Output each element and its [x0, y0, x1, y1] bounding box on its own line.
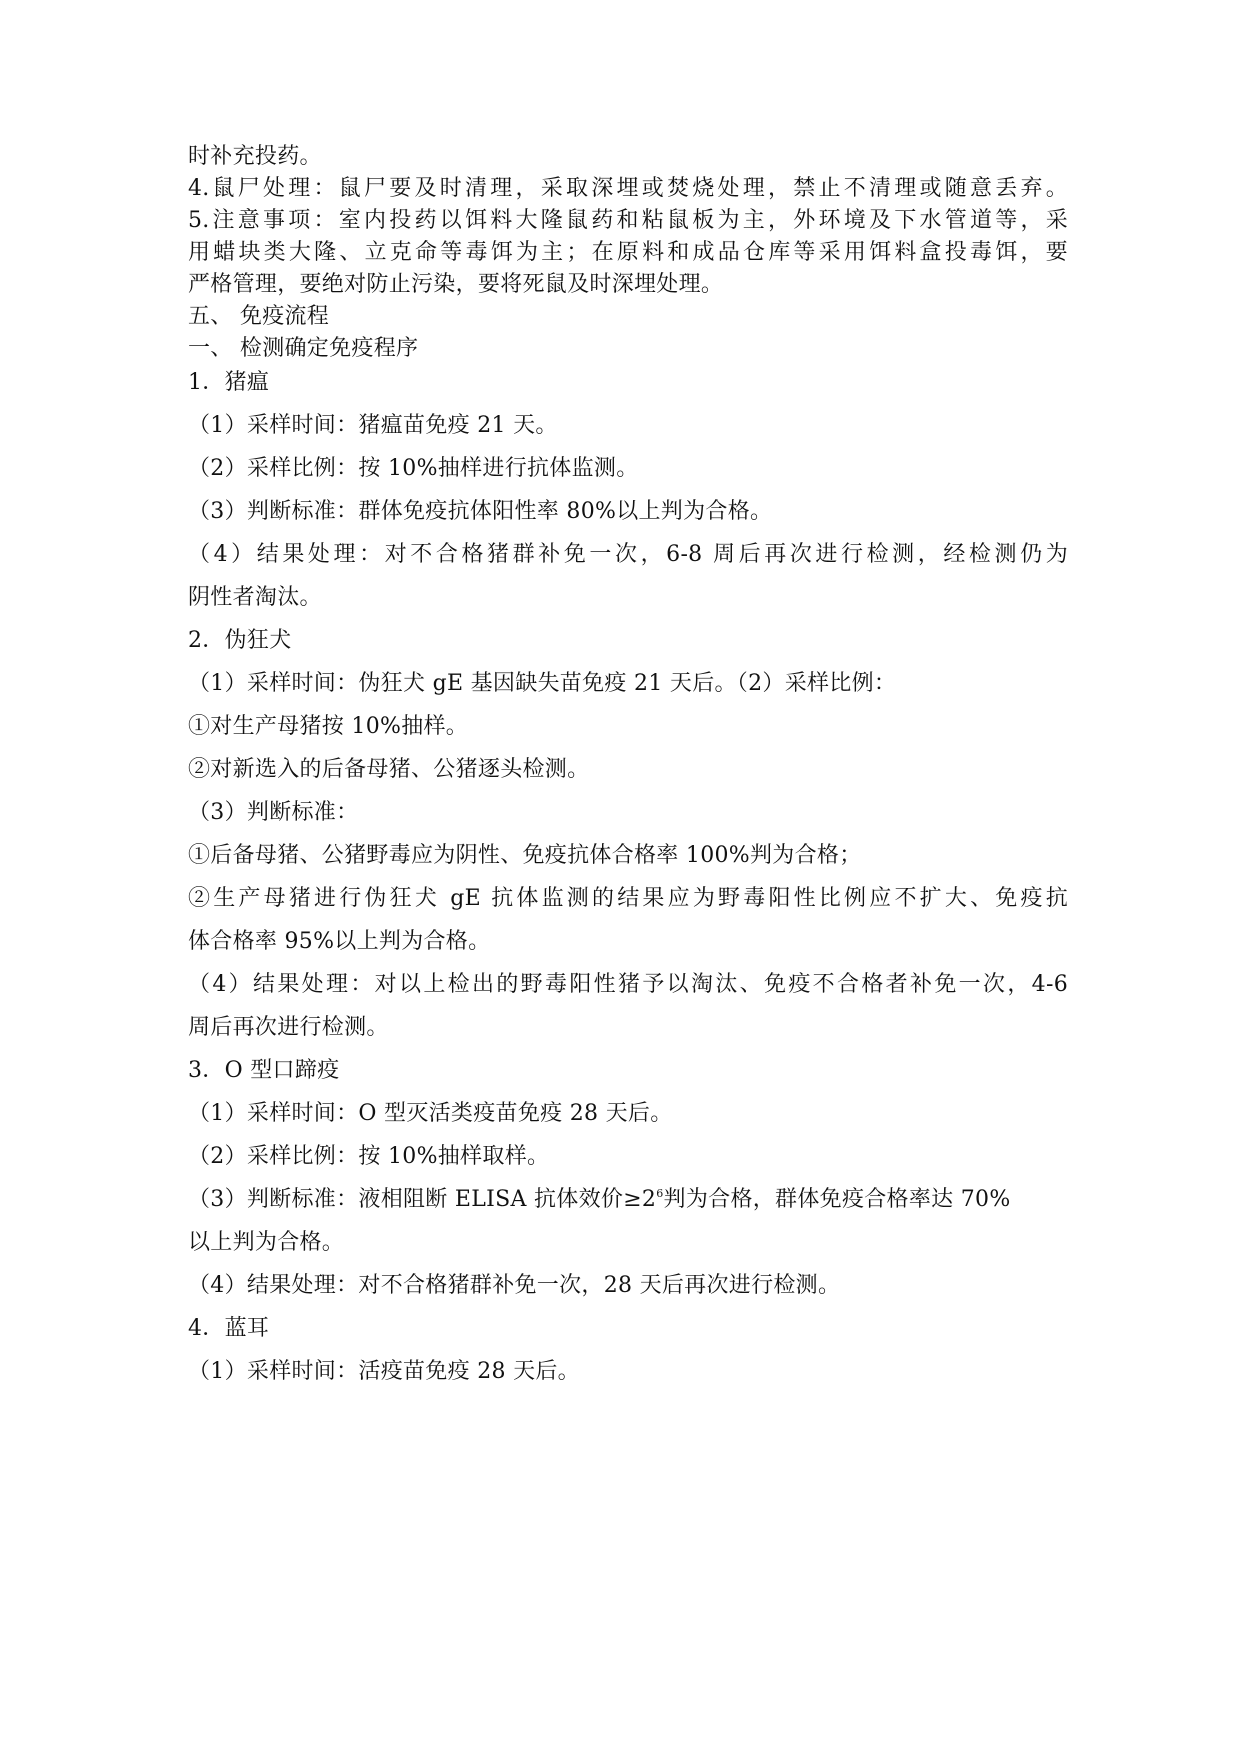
- section-heading: 五、 免疫流程: [188, 304, 330, 329]
- paragraph-line: 周后再次进行检测。: [188, 1015, 389, 1040]
- paragraph-line: （2）采样比例：按 10%抽样进行抗体监测。: [188, 456, 639, 481]
- paragraph-line: （3）判断标准：: [188, 800, 359, 825]
- paragraph-line: 以上判为合格。: [188, 1230, 345, 1255]
- criteria-text-start: （3）判断标准：液相阻断 ELISA 抗体效价≥2: [188, 1187, 657, 1212]
- paragraph-line: （4）结果处理：对以上检出的野毒阳性猪予以淘汰、免疫不合格者补免一次，4-6: [188, 972, 1068, 997]
- paragraph-line: （4）结果处理：对不合格猪群补免一次，6-8 周后再次进行检测，经检测仍为: [188, 542, 1068, 567]
- paragraph-line: ②对新选入的后备母猪、公猪逐头检测。: [188, 757, 590, 782]
- subsection-heading: 一、 检测确定免疫程序: [188, 336, 419, 361]
- paragraph-line: （1）采样时间：活疫苗免疫 28 天后。: [188, 1359, 580, 1384]
- paragraph-line: 阴性者淘汰。: [188, 585, 322, 610]
- paragraph-line: （2）采样比例：按 10%抽样取样。: [188, 1144, 550, 1169]
- paragraph-line: （1）采样时间：O 型灭活类疫苗免疫 28 天后。: [188, 1101, 673, 1126]
- exponent: 6: [656, 1187, 664, 1200]
- paragraph-line: ②生产母猪进行伪狂犬 gE 抗体监测的结果应为野毒阳性比例应不扩大、免疫抗: [188, 886, 1068, 911]
- paragraph-line: 时补充投药。: [188, 144, 322, 169]
- paragraph-line: [188, 1185, 1068, 1215]
- paragraph-line: ①后备母猪、公猪野毒应为阴性、免疫抗体合格率 100%判为合格；: [188, 843, 862, 868]
- item-heading: 4．蓝耳: [188, 1316, 270, 1341]
- paragraph-line: （4）结果处理：对不合格猪群补免一次，28 天后再次进行检测。: [188, 1273, 841, 1298]
- paragraph-line: 5.注意事项：室内投药以饵料大隆鼠药和粘鼠板为主，外环境及下水管道等，采: [188, 208, 1068, 233]
- paragraph-line: 用蜡块类大隆、立克命等毒饵为主；在原料和成品仓库等采用饵料盒投毒饵，要: [188, 240, 1068, 265]
- criteria-text-end: 判为合格，群体免疫合格率达 70%: [663, 1187, 1011, 1212]
- paragraph-line: （1）采样时间：猪瘟苗免疫 21 天。: [188, 413, 558, 438]
- paragraph-line: 4.鼠尸处理：鼠尸要及时清理，采取深埋或焚烧处理，禁止不清理或随意丢弃。: [188, 176, 1068, 201]
- paragraph-line: （3）判断标准：群体免疫抗体阳性率 80%以上判为合格。: [188, 499, 773, 524]
- paragraph-line: 严格管理，要绝对防止污染，要将死鼠及时深埋处理。: [188, 272, 724, 297]
- paragraph-line: 体合格率 95%以上判为合格。: [188, 929, 491, 954]
- item-heading: 3．O 型口蹄疫: [188, 1058, 340, 1083]
- item-heading: 2．伪狂犬: [188, 628, 292, 653]
- item-heading: 1．猪瘟: [188, 370, 270, 395]
- paragraph-line: （1）采样时间：伪狂犬 gE 基因缺失苗免疫 21 天后。（2）采样比例：: [188, 671, 897, 696]
- paragraph-line: ①对生产母猪按 10%抽样。: [188, 714, 469, 739]
